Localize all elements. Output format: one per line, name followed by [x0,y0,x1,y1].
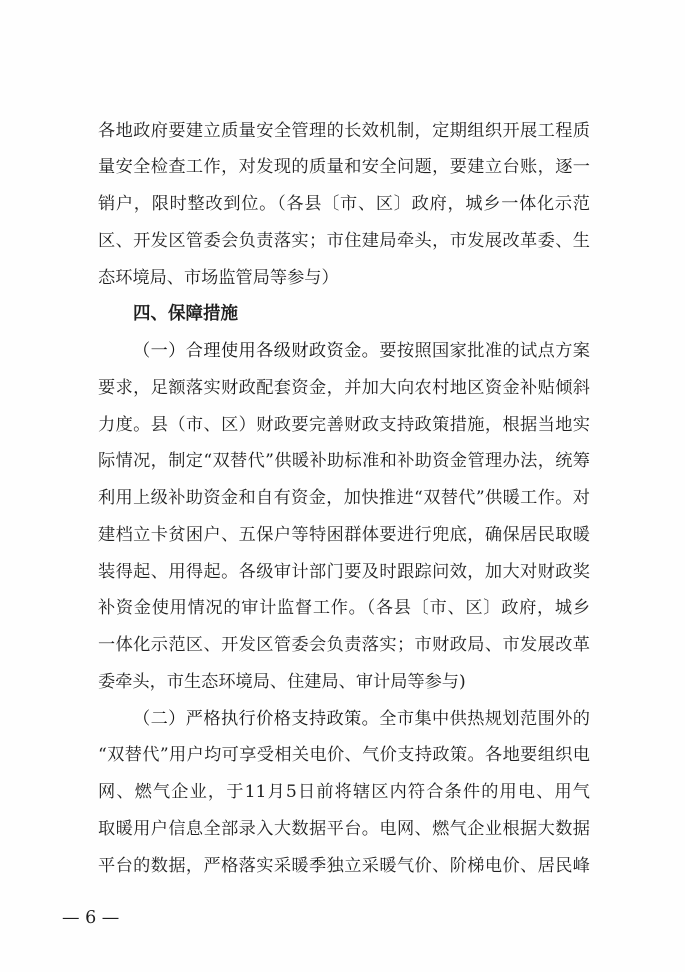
text-line: 态环境局、市场监管局等参与） [98,267,339,288]
text-line: 平台的数据，严格落实采暖季独立采暖气价、阶梯电价、居民峰 [98,855,590,876]
text-line: 补资金使用情况的审计监督工作。（各县〔市、区〕政府，城乡 [98,598,590,619]
subsection-heading: （二）严格执行价格支持政策。 [133,708,380,729]
paragraph-quality-safety [98,113,590,297]
text-line [98,333,590,370]
text-line: 一体化示范区、开发区管委会负责落实；市财政局、市发展改革 [98,635,590,656]
text-line: 利用上级补助资金和自有资金，加快推进“双替代”供暖工作。对 [98,488,590,509]
text-line: 装得起、用得起。各级审计部门要及时跟踪问效，加大对财政奖 [98,561,590,582]
text-line: 取暖用户信息全部录入大数据平台。电网、燃气企业根据大数据 [98,818,590,839]
body-text [98,113,590,885]
text-line: 际情况，制定“双替代”供暖补助标准和补助资金管理办法，统筹 [98,451,590,472]
text-line: 各地政府要建立质量安全管理的长效机制，定期组织开展工程质 [98,120,590,141]
text-line: “双替代”用户均可享受相关电价、气价支持政策。各地要组织电 [98,745,590,766]
page-number: — 6 — [62,908,120,928]
text-run: 要按照国家批准的试点方案 [379,341,590,362]
text-line: 要求，足额落实财政配套资金，并加大向农村地区资金补贴倾斜 [98,377,590,398]
text-line: 力度。县（市、区）财政要完善财政支持政策措施，根据当地实 [98,414,590,435]
text-line [98,701,590,738]
text-line: 销户，限时整改到位。（各县〔市、区〕政府，城乡一体化示范 [98,194,590,215]
subsection-heading: （一）合理使用各级财政资金。 [133,341,380,362]
text-line: 区、开发区管委会负责落实；市住建局牵头，市发展改革委、生 [98,230,590,251]
subsection-financial-funds [98,333,590,701]
subsection-price-policy [98,701,590,885]
text-line: 建档立卡贫困户、五保户等特困群体要进行兜底，确保居民取暖 [98,524,590,545]
text-line: 量安全检查工作，对发现的质量和安全问题，要建立台账，逐一 [98,157,590,178]
text-line: 网、燃气企业，于11月5日前将辖区内符合条件的用电、用气 [98,782,590,803]
text-line: 委牵头，市生态环境局、住建局、审计局等参与) [98,671,466,692]
section-heading: 四、保障措施 [133,304,238,325]
text-run: 全市集中供热规划范围外的 [379,708,590,729]
